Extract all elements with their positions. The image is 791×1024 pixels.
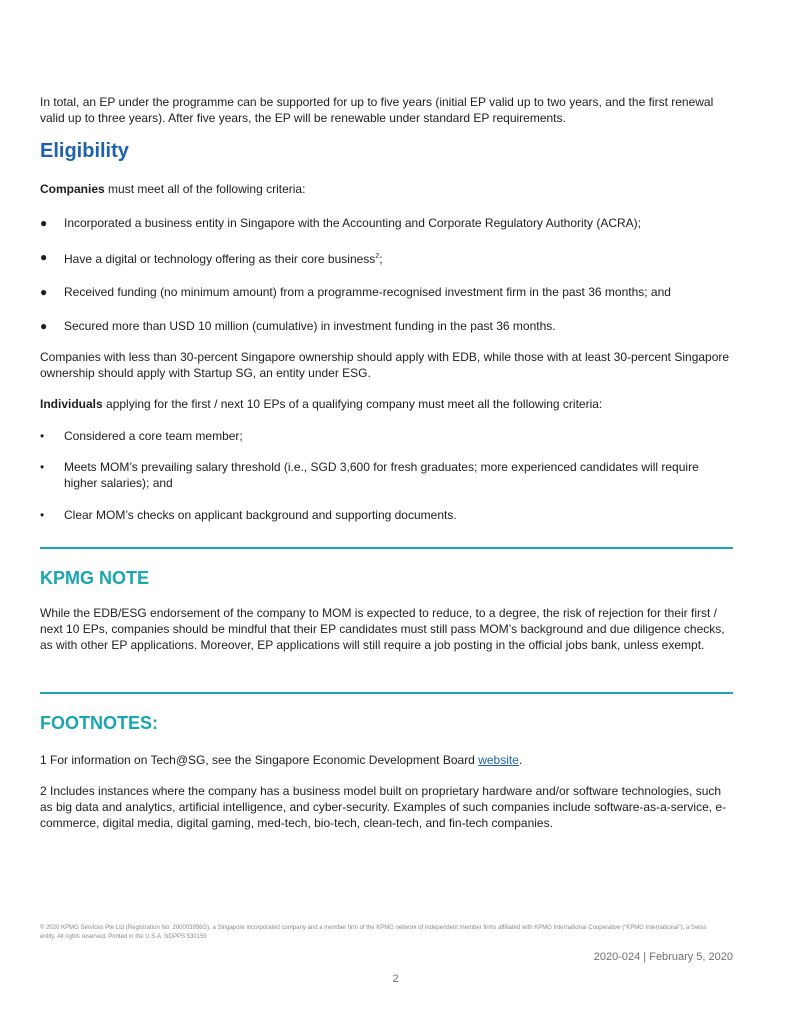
footnotes-heading: FOOTNOTES: (40, 713, 158, 733)
footnote-2: 2 Includes instances where the company has a business model built on proprietary hardware and/or software technologies, such as big data and analytics, artificial intelligence, and cyber-security. Examples of such companies include software-as-a-service, e-commerce, digital media, digital gaming, med-tech, bio-tech, clean-tech, and fin-tech companies. (40, 784, 727, 830)
edb-website-link[interactable]: website (478, 753, 519, 767)
footnote-1-text: 1 For information on Tech@SG, see the Singapore Economic Development Board (40, 753, 479, 767)
company-criterion-3: Received funding (no minimum amount) from a programme-recognised investment firm in the past 36 months; and (64, 285, 671, 299)
kpmg-note-text: While the EDB/ESG endorsement of the company to MOM is expected to reduce, to a degree, the risk of rejection for their first / next 10 EPs, companies should be mindful that their EP candidates must still pass MOM’s background and due diligence checks, as with other EP applications. Moreover, EP applications will still require a job posting in the official jobs bank, unless exempt. (40, 606, 725, 652)
section-divider (40, 547, 733, 549)
bullet-icon: ● (40, 319, 48, 333)
document-date: 2020-024 | February 5, 2020 (593, 951, 733, 963)
individual-criterion-3: Clear MOM’s checks on applicant background and supporting documents. (64, 508, 457, 522)
bullet-icon: • (40, 508, 45, 522)
companies-label: Companies (40, 182, 105, 196)
footnote-1-end: . (518, 753, 523, 767)
company-criterion-4: Secured more than USD 10 million (cumulative) in investment funding in the past 36 months. (64, 319, 556, 333)
company-criterion-2-end: ; (379, 252, 383, 266)
ownership-note: Companies with less than 30-percent Singapore ownership should apply with EDB, while those with at least 30-percent Singapore ownership should apply with Startup SG, an entity under ESG. (40, 350, 730, 380)
bullet-icon: • (40, 429, 45, 443)
bullet-icon: • (40, 460, 45, 474)
kpmg-note-heading: KPMG NOTE (40, 568, 150, 588)
company-criterion-1: Incorporated a business entity in Singapore with the Accounting and Corporate Regulatory Authority (ACRA); (64, 216, 641, 230)
individuals-intro (40, 396, 733, 412)
footnote-ref-2: 2 (375, 253, 380, 260)
individual-criterion-2: Meets MOM’s prevailing salary threshold (i.e., SGD 3,600 for fresh graduates; more experienced candidates will require higher salaries); and (64, 460, 699, 490)
companies-intro (40, 181, 733, 197)
company-criterion-2-text: Have a digital or technology offering as their core business (64, 252, 376, 266)
bullet-icon: ● (40, 285, 48, 299)
individuals-intro-text: applying for the first / next 10 EPs of a qualifying company must meet all the following criteria: (102, 397, 603, 411)
bullet-icon: ● (40, 216, 48, 230)
footnote-1 (40, 752, 733, 768)
individual-criterion-1: Considered a core team member; (64, 429, 243, 443)
section-divider (40, 692, 733, 694)
legal-notice: © 2020 KPMG Services Pte Ltd (Registration No: 200003956G), a Singapore incorporated company and a member firm of the KPMG network of independent member firms affiliated with KPMG International Cooperative (“KPMG International”), a Swiss entity. All rights reserved. Printed in the U.S.A. NDPPS 530159 (40, 925, 707, 940)
individuals-label: Individuals (40, 397, 103, 411)
eligibility-heading: Eligibility (40, 140, 129, 162)
page-number: 2 (392, 973, 399, 985)
company-criterion-2 (64, 249, 740, 267)
bullet-icon: ● (40, 250, 48, 264)
intro-paragraph: In total, an EP under the programme can be supported for up to five years (initial EP valid up to two years, and the first renewal valid up to three years). After five years, the EP will be renewable under standard EP requirements. (40, 95, 714, 125)
companies-intro-text: must meet all of the following criteria: (104, 182, 306, 196)
